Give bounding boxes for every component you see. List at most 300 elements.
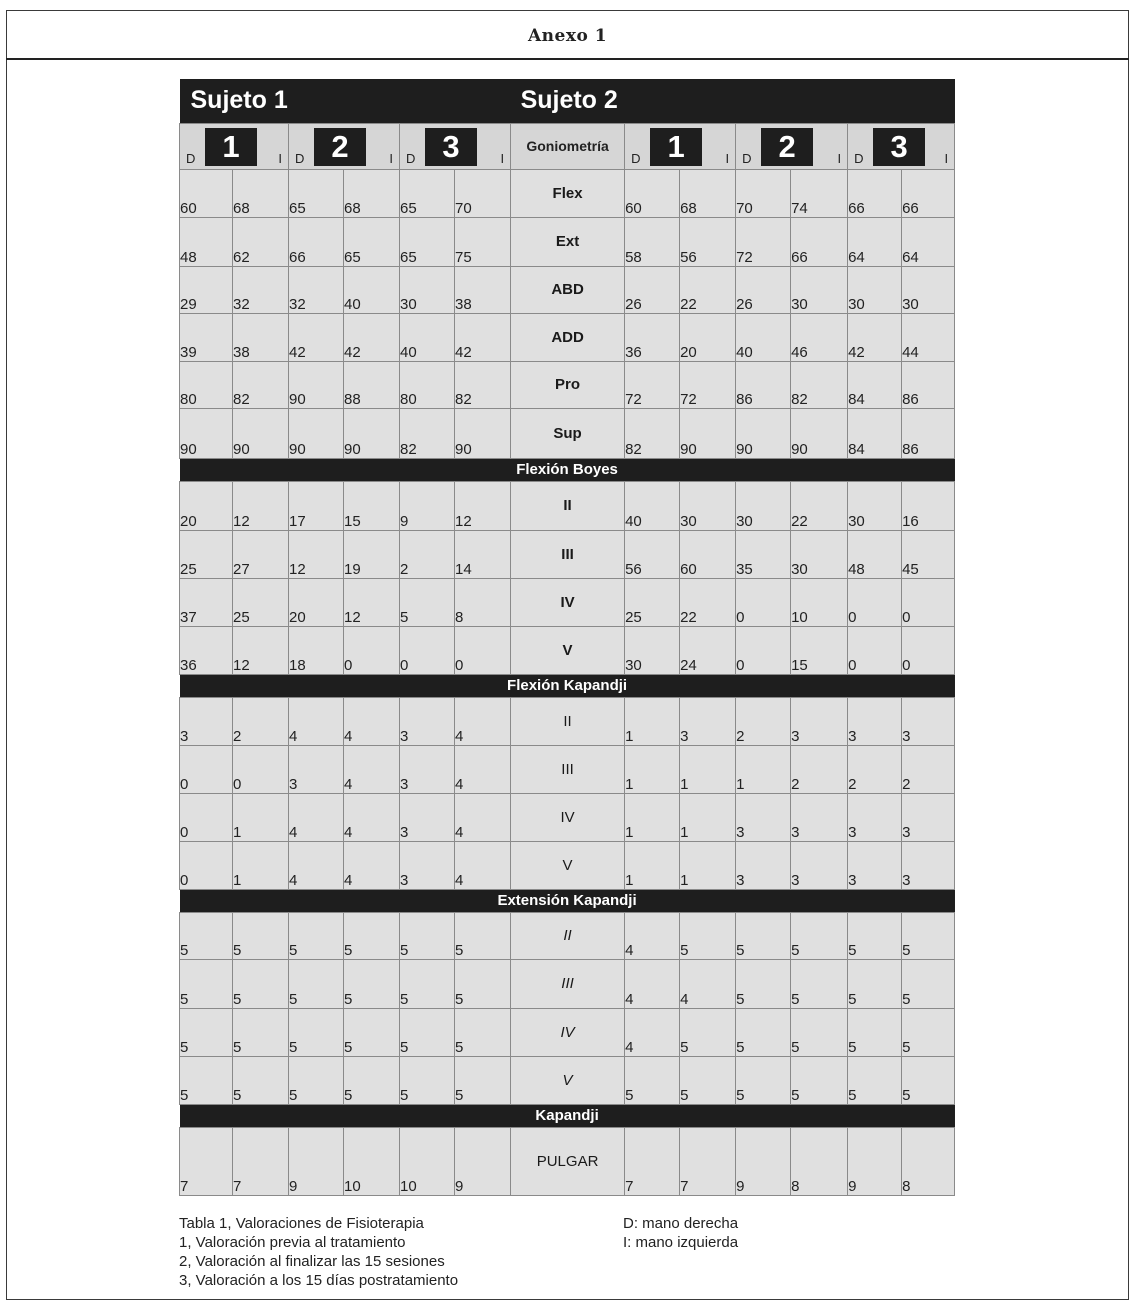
subject-2-value-cell: 66 xyxy=(791,217,848,266)
subject-2-value-cell: 3 xyxy=(902,697,955,745)
subject-1-value-cell: 90 xyxy=(289,408,344,458)
subject-2-value-cell: 86 xyxy=(902,361,955,408)
right-hand-label: D xyxy=(631,150,641,166)
subject-1-value-cell: 25 xyxy=(233,578,289,626)
subject-1-evaluation-2-header xyxy=(289,123,400,169)
measurement-label: Pro xyxy=(511,361,625,408)
subject-2-value-cell: 82 xyxy=(625,408,680,458)
subject-1-value-cell: 65 xyxy=(400,217,455,266)
subject-1-value-cell: 70 xyxy=(455,169,511,217)
subject-1-value-cell: 82 xyxy=(400,408,455,458)
subject-2-value-cell: 60 xyxy=(680,530,736,578)
subject-2-value-cell: 35 xyxy=(736,530,791,578)
left-hand-label: I xyxy=(389,150,393,166)
subject-2-value-cell: 30 xyxy=(791,530,848,578)
section-title: Flexión Boyes xyxy=(180,458,955,481)
subject-1-value-cell: 3 xyxy=(400,745,455,793)
subject-1-value-cell: 90 xyxy=(180,408,233,458)
section-header-row xyxy=(180,1104,955,1127)
measurement-label: Sup xyxy=(511,408,625,458)
subject-2-value-cell: 1 xyxy=(625,841,680,889)
table-row xyxy=(180,361,955,408)
subject-1-value-cell: 62 xyxy=(233,217,289,266)
subject-1-value-cell: 42 xyxy=(344,313,400,361)
left-hand-label: I xyxy=(944,150,949,166)
subject-2-value-cell: 5 xyxy=(902,1056,955,1104)
measurement-label: V xyxy=(511,626,625,674)
subject-2-value-cell: 10 xyxy=(791,578,848,626)
subject-1-value-cell: 12 xyxy=(289,530,344,578)
subject-2-value-cell: 5 xyxy=(848,1056,902,1104)
subject-2-value-cell: 3 xyxy=(902,841,955,889)
subject-1-value-cell: 5 xyxy=(289,1056,344,1104)
subject-1-value-cell: 7 xyxy=(180,1127,233,1195)
subject-2-value-cell: 4 xyxy=(625,912,680,959)
subject-1-value-cell: 90 xyxy=(455,408,511,458)
evaluation-header-cell xyxy=(289,125,399,169)
subject-1-value-cell: 14 xyxy=(455,530,511,578)
subject-2-value-cell: 5 xyxy=(791,959,848,1008)
legend-line: 3, Valoración a los 15 días postratamiento xyxy=(179,1272,459,1289)
subject-1-value-cell: 4 xyxy=(455,745,511,793)
subject-1-value-cell: 5 xyxy=(233,912,289,959)
subject-2-value-cell: 5 xyxy=(680,912,736,959)
subject-2-value-cell: 1 xyxy=(625,745,680,793)
subject-2-value-cell: 1 xyxy=(680,793,736,841)
legend-line: 1, Valoración previa al tratamiento xyxy=(179,1234,406,1251)
table-row xyxy=(180,912,955,959)
section-header-row xyxy=(180,458,955,481)
measurement-label: III xyxy=(511,530,625,578)
subject-1-value-cell: 32 xyxy=(289,266,344,313)
subject-1-value-cell: 90 xyxy=(344,408,400,458)
table-row xyxy=(180,481,955,530)
subject-1-value-cell: 5 xyxy=(344,912,400,959)
subject-2-value-cell: 0 xyxy=(902,626,955,674)
subject-1-value-cell: 5 xyxy=(455,959,511,1008)
table-body xyxy=(180,79,955,1195)
subject-2-value-cell: 22 xyxy=(791,481,848,530)
subject-1-value-cell: 12 xyxy=(233,626,289,674)
subject-2-value-cell: 5 xyxy=(736,912,791,959)
subject-2-value-cell: 5 xyxy=(625,1056,680,1104)
legend-line: I: mano izquierda xyxy=(623,1234,739,1251)
subject-2-value-cell: 0 xyxy=(848,626,902,674)
right-hand-label: D xyxy=(406,150,416,166)
subject-1-value-cell: 75 xyxy=(455,217,511,266)
subject-1-value-cell: 9 xyxy=(400,481,455,530)
evaluation-header-cell xyxy=(736,125,847,169)
subject-2-value-cell: 3 xyxy=(848,841,902,889)
subject-1-value-cell: 0 xyxy=(180,793,233,841)
left-hand-label: I xyxy=(278,150,282,166)
subject-1-value-cell: 2 xyxy=(400,530,455,578)
subject-2-value-cell: 4 xyxy=(625,959,680,1008)
subject-2-value-cell: 36 xyxy=(625,313,680,361)
subject-2-value-cell: 40 xyxy=(736,313,791,361)
measurement-label: V xyxy=(511,841,625,889)
measurement-label: ABD xyxy=(511,266,625,313)
subject-2-value-cell: 3 xyxy=(848,793,902,841)
subject-1-value-cell: 4 xyxy=(344,697,400,745)
section-title: Extensión Kapandji xyxy=(180,889,955,912)
subject-2-value-cell: 5 xyxy=(736,1056,791,1104)
subject-1-value-cell: 4 xyxy=(344,793,400,841)
subject-1-value-cell: 4 xyxy=(455,793,511,841)
subject-2-value-cell: 30 xyxy=(625,626,680,674)
subject-2-value-cell: 56 xyxy=(680,217,736,266)
subject-1-value-cell: 68 xyxy=(233,169,289,217)
subject-1-value-cell: 32 xyxy=(233,266,289,313)
subject-2-value-cell: 5 xyxy=(680,1008,736,1056)
subject-1-value-cell: 2 xyxy=(233,697,289,745)
subject-1-value-cell: 40 xyxy=(400,313,455,361)
table-row xyxy=(180,530,955,578)
subject-2-value-cell: 30 xyxy=(680,481,736,530)
subject-1-value-cell: 5 xyxy=(180,912,233,959)
subject-2-value-cell: 68 xyxy=(680,169,736,217)
table-row xyxy=(180,408,955,458)
right-hand-label: D xyxy=(186,150,196,166)
subject-2-value-cell: 64 xyxy=(848,217,902,266)
subject-1-value-cell: 19 xyxy=(344,530,400,578)
subject-2-value-cell: 64 xyxy=(902,217,955,266)
subject-2-value-cell: 56 xyxy=(625,530,680,578)
subject-1-value-cell: 3 xyxy=(400,697,455,745)
subject-1-value-cell: 5 xyxy=(233,1056,289,1104)
evaluation-number-badge: 2 xyxy=(761,128,813,166)
subject-1-value-cell: 25 xyxy=(180,530,233,578)
evaluation-number-badge: 3 xyxy=(425,128,477,166)
subject-1-value-cell: 0 xyxy=(233,745,289,793)
subject-1-value-cell: 5 xyxy=(400,578,455,626)
subject-1-value-cell: 5 xyxy=(400,1056,455,1104)
subject-2-value-cell: 25 xyxy=(625,578,680,626)
subject-2-value-cell: 26 xyxy=(625,266,680,313)
subject-1-value-cell: 0 xyxy=(180,841,233,889)
subject-1-value-cell: 68 xyxy=(344,169,400,217)
subject-2-value-cell: 60 xyxy=(625,169,680,217)
measurement-label: PULGAR xyxy=(511,1127,625,1195)
subject-1-value-cell: 20 xyxy=(180,481,233,530)
subject-2-value-cell: 66 xyxy=(848,169,902,217)
page-header xyxy=(6,10,1129,60)
subject-2-value-cell: 42 xyxy=(848,313,902,361)
subject-2-value-cell: 1 xyxy=(625,793,680,841)
evaluation-number-badge: 2 xyxy=(314,128,366,166)
section-header-row xyxy=(180,674,955,697)
subject-2-value-cell: 3 xyxy=(680,697,736,745)
subject-1-value-cell: 36 xyxy=(180,626,233,674)
subject-1-value-cell: 5 xyxy=(344,1056,400,1104)
subject-2-value-cell: 46 xyxy=(791,313,848,361)
subject-1-value-cell: 38 xyxy=(455,266,511,313)
subject-1-value-cell: 29 xyxy=(180,266,233,313)
subject-1-value-cell: 82 xyxy=(233,361,289,408)
subject-1-value-cell: 3 xyxy=(400,793,455,841)
table-row xyxy=(180,841,955,889)
subject-1-value-cell: 20 xyxy=(289,578,344,626)
subject-2-value-cell: 72 xyxy=(736,217,791,266)
subject-1-value-cell: 5 xyxy=(400,959,455,1008)
subject-1-value-cell: 4 xyxy=(289,697,344,745)
subject-1-value-cell: 0 xyxy=(180,745,233,793)
left-hand-label: I xyxy=(725,150,730,166)
table-row xyxy=(180,745,955,793)
goniometry-table-container xyxy=(179,79,954,1196)
subject-2-value-cell: 4 xyxy=(680,959,736,1008)
page-title: Anexo 1 xyxy=(527,26,608,46)
subject-2-evaluation-3-header xyxy=(848,123,955,169)
subject-2-evaluation-1-header xyxy=(625,123,736,169)
legend-line: Tabla 1, Valoraciones de Fisioterapia xyxy=(179,1215,424,1232)
right-hand-label: D xyxy=(295,150,305,166)
subject-1-value-cell: 5 xyxy=(344,1008,400,1056)
subject-1-value-cell: 10 xyxy=(400,1127,455,1195)
subject-2-value-cell: 44 xyxy=(902,313,955,361)
subject-2-value-cell: 30 xyxy=(791,266,848,313)
subject-1-value-cell: 1 xyxy=(233,841,289,889)
subject-2-value-cell: 74 xyxy=(791,169,848,217)
subject-1-value-cell: 38 xyxy=(233,313,289,361)
subject-1-value-cell: 15 xyxy=(344,481,400,530)
subject-2-value-cell: 30 xyxy=(902,266,955,313)
subject-1-value-cell: 42 xyxy=(289,313,344,361)
table-row xyxy=(180,169,955,217)
subject-1-value-cell: 3 xyxy=(180,697,233,745)
left-hand-label: I xyxy=(837,150,842,166)
subject-2-value-cell: 3 xyxy=(791,793,848,841)
left-hand-label: I xyxy=(500,150,505,166)
subject-2-value-cell: 9 xyxy=(848,1127,902,1195)
subject-2-value-cell: 2 xyxy=(902,745,955,793)
subject-1-value-cell: 5 xyxy=(400,912,455,959)
subject-2-value-cell: 84 xyxy=(848,408,902,458)
subject-2-value-cell: 20 xyxy=(680,313,736,361)
subject-2-value-cell: 3 xyxy=(791,841,848,889)
subject-2-value-cell: 30 xyxy=(848,481,902,530)
subject-1-value-cell: 5 xyxy=(289,1008,344,1056)
table-row xyxy=(180,697,955,745)
table-row xyxy=(180,266,955,313)
evaluation-number-badge: 3 xyxy=(873,128,925,166)
subject-2-value-cell: 30 xyxy=(736,481,791,530)
evaluation-number-badge: 1 xyxy=(205,128,257,166)
subject-2-value-cell: 1 xyxy=(736,745,791,793)
subject-1-value-cell: 5 xyxy=(289,959,344,1008)
evaluation-header-row xyxy=(180,123,955,169)
subject-2-value-cell: 40 xyxy=(625,481,680,530)
evaluation-number-badge: 1 xyxy=(650,128,702,166)
subject-1-value-cell: 65 xyxy=(289,169,344,217)
subject-2-value-cell: 1 xyxy=(680,841,736,889)
legend-line: D: mano derecha xyxy=(623,1215,739,1232)
table-row xyxy=(180,1056,955,1104)
subject-2-value-cell: 0 xyxy=(902,578,955,626)
subject-2-value-cell: 2 xyxy=(791,745,848,793)
measurement-label: V xyxy=(511,1056,625,1104)
subject-2-value-cell: 45 xyxy=(902,530,955,578)
subject-2-value-cell: 9 xyxy=(736,1127,791,1195)
subject-2-value-cell: 5 xyxy=(902,1008,955,1056)
subject-2-value-cell: 22 xyxy=(680,266,736,313)
subject-1-value-cell: 5 xyxy=(400,1008,455,1056)
subject-1-value-cell: 5 xyxy=(289,912,344,959)
subject-2-value-cell: 0 xyxy=(736,626,791,674)
subject-2-value-cell: 5 xyxy=(791,1056,848,1104)
subject-1-value-cell: 5 xyxy=(455,1056,511,1104)
subject-1-value-cell: 4 xyxy=(344,841,400,889)
goniometry-header: Goniometría xyxy=(511,123,625,169)
table-row xyxy=(180,959,955,1008)
evaluation-header-cell xyxy=(625,125,735,169)
measurement-label: II xyxy=(511,697,625,745)
subject-1-value-cell: 12 xyxy=(344,578,400,626)
subject-1-value-cell: 5 xyxy=(455,1008,511,1056)
table-row xyxy=(180,1008,955,1056)
subject-2-value-cell: 3 xyxy=(791,697,848,745)
subject-1-value-cell: 5 xyxy=(180,959,233,1008)
subject-2-value-cell: 2 xyxy=(736,697,791,745)
subject-2-title: Sujeto 2 xyxy=(511,79,955,123)
subject-1-value-cell: 80 xyxy=(400,361,455,408)
table-row xyxy=(180,578,955,626)
subject-2-value-cell: 5 xyxy=(848,1008,902,1056)
subject-1-evaluation-3-header xyxy=(400,123,511,169)
subject-1-evaluation-1-header xyxy=(180,123,289,169)
subject-1-value-cell: 5 xyxy=(233,959,289,1008)
subject-2-value-cell: 48 xyxy=(848,530,902,578)
subject-1-value-cell: 4 xyxy=(289,793,344,841)
table-row xyxy=(180,626,955,674)
subject-1-value-cell: 10 xyxy=(344,1127,400,1195)
evaluation-header-cell xyxy=(400,125,510,169)
subject-1-value-cell: 5 xyxy=(180,1056,233,1104)
subject-2-value-cell: 5 xyxy=(791,1008,848,1056)
subject-2-value-cell: 70 xyxy=(736,169,791,217)
section-title: Flexión Kapandji xyxy=(180,674,955,697)
subject-2-value-cell: 1 xyxy=(680,745,736,793)
subject-1-value-cell: 5 xyxy=(344,959,400,1008)
subject-2-value-cell: 5 xyxy=(736,1008,791,1056)
subject-1-value-cell: 88 xyxy=(344,361,400,408)
subject-2-value-cell: 15 xyxy=(791,626,848,674)
subject-2-value-cell: 66 xyxy=(902,169,955,217)
measurement-label: II xyxy=(511,481,625,530)
subject-2-value-cell: 84 xyxy=(848,361,902,408)
subject-1-value-cell: 90 xyxy=(289,361,344,408)
subject-2-value-cell: 3 xyxy=(736,793,791,841)
subject-2-value-cell: 3 xyxy=(848,697,902,745)
subject-2-value-cell: 5 xyxy=(791,912,848,959)
measurement-label: Flex xyxy=(511,169,625,217)
subject-2-value-cell: 8 xyxy=(791,1127,848,1195)
measurement-label: III xyxy=(511,959,625,1008)
subject-1-value-cell: 65 xyxy=(400,169,455,217)
measurement-label: Ext xyxy=(511,217,625,266)
evaluation-header-cell xyxy=(180,125,288,169)
subject-2-value-cell: 72 xyxy=(680,361,736,408)
subject-2-value-cell: 86 xyxy=(902,408,955,458)
subject-2-value-cell: 90 xyxy=(736,408,791,458)
table-row xyxy=(180,1127,955,1195)
subject-1-value-cell: 82 xyxy=(455,361,511,408)
subject-2-value-cell: 5 xyxy=(902,912,955,959)
subject-2-value-cell: 5 xyxy=(680,1056,736,1104)
legend-line: 2, Valoración al finalizar las 15 sesiones xyxy=(179,1253,445,1270)
subject-1-value-cell: 12 xyxy=(455,481,511,530)
subject-2-value-cell: 7 xyxy=(625,1127,680,1195)
subject-2-value-cell: 24 xyxy=(680,626,736,674)
subject-1-value-cell: 5 xyxy=(455,912,511,959)
subject-1-value-cell: 3 xyxy=(289,745,344,793)
section-header-row xyxy=(180,889,955,912)
subject-1-value-cell: 9 xyxy=(289,1127,344,1195)
subject-1-value-cell: 90 xyxy=(233,408,289,458)
subject-2-value-cell: 26 xyxy=(736,266,791,313)
measurement-label: ADD xyxy=(511,313,625,361)
table-row xyxy=(180,217,955,266)
subject-2-value-cell: 30 xyxy=(848,266,902,313)
subject-1-value-cell: 37 xyxy=(180,578,233,626)
subject-1-value-cell: 4 xyxy=(344,745,400,793)
subject-1-value-cell: 42 xyxy=(455,313,511,361)
subject-2-value-cell: 0 xyxy=(736,578,791,626)
subject-2-value-cell: 86 xyxy=(736,361,791,408)
table-row xyxy=(180,793,955,841)
subject-2-value-cell: 3 xyxy=(736,841,791,889)
subject-1-value-cell: 5 xyxy=(180,1008,233,1056)
subject-1-value-cell: 0 xyxy=(400,626,455,674)
subject-1-value-cell: 0 xyxy=(455,626,511,674)
subject-2-value-cell: 16 xyxy=(902,481,955,530)
subject-2-value-cell: 4 xyxy=(625,1008,680,1056)
subject-2-value-cell: 0 xyxy=(848,578,902,626)
subject-1-value-cell: 1 xyxy=(233,793,289,841)
subject-1-value-cell: 17 xyxy=(289,481,344,530)
subject-2-value-cell: 1 xyxy=(625,697,680,745)
subject-1-value-cell: 4 xyxy=(455,697,511,745)
right-hand-label: D xyxy=(854,150,864,166)
subject-1-value-cell: 3 xyxy=(400,841,455,889)
subject-2-value-cell: 5 xyxy=(736,959,791,1008)
subject-header-row xyxy=(180,79,955,123)
table-row xyxy=(180,313,955,361)
subject-1-value-cell: 80 xyxy=(180,361,233,408)
subject-2-value-cell: 90 xyxy=(791,408,848,458)
evaluation-header-cell xyxy=(848,125,954,169)
measurement-label: II xyxy=(511,912,625,959)
subject-2-value-cell: 5 xyxy=(848,959,902,1008)
subject-1-value-cell: 40 xyxy=(344,266,400,313)
subject-1-value-cell: 5 xyxy=(233,1008,289,1056)
subject-1-value-cell: 66 xyxy=(289,217,344,266)
section-title: Kapandji xyxy=(180,1104,955,1127)
subject-1-title: Sujeto 1 xyxy=(180,79,511,123)
subject-2-evaluation-2-header xyxy=(736,123,848,169)
subject-2-value-cell: 2 xyxy=(848,745,902,793)
subject-1-value-cell: 9 xyxy=(455,1127,511,1195)
measurement-label: IV xyxy=(511,793,625,841)
subject-2-value-cell: 8 xyxy=(902,1127,955,1195)
legend-notes-left xyxy=(179,1214,458,1290)
measurement-label: III xyxy=(511,745,625,793)
subject-1-value-cell: 7 xyxy=(233,1127,289,1195)
subject-2-value-cell: 58 xyxy=(625,217,680,266)
subject-1-value-cell: 27 xyxy=(233,530,289,578)
subject-2-value-cell: 22 xyxy=(680,578,736,626)
subject-1-value-cell: 60 xyxy=(180,169,233,217)
